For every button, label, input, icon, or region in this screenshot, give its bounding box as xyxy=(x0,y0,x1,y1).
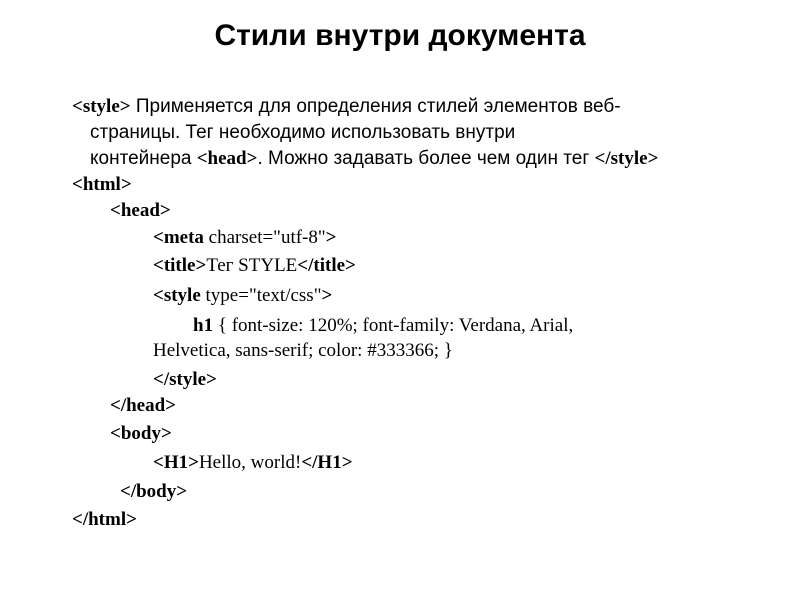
code-head-open xyxy=(110,198,171,224)
h1-close-tag: </H1> xyxy=(301,452,353,473)
title-close-tag: </title> xyxy=(297,255,356,276)
code-body-close xyxy=(120,479,187,505)
style-close-tag: </style> xyxy=(153,369,217,390)
code-html-open xyxy=(72,172,132,198)
head-close-tag: </head> xyxy=(110,395,176,416)
html-close-tag: </html> xyxy=(72,509,137,530)
title-text: Тег STYLE xyxy=(206,255,298,276)
title-open-tag: <title> xyxy=(153,255,207,276)
intro-text-1: Применяется для определения стилей элементов веб- xyxy=(130,96,621,117)
meta-attr: charset="utf-8" xyxy=(203,227,326,248)
body-close-tag: </body> xyxy=(120,481,188,502)
code-style-close xyxy=(153,367,217,393)
code-css-rule-2: Helvetica, sans-serif; color: #333366; } xyxy=(153,340,453,361)
code-css-rule-1 xyxy=(193,313,573,339)
h1-text: Hello, world! xyxy=(198,452,302,473)
code-h1 xyxy=(153,450,353,476)
style-attr: type="text/css" xyxy=(200,285,322,306)
code-body-open xyxy=(110,421,172,447)
meta-tag-start: <meta xyxy=(153,227,204,248)
intro-line-1 xyxy=(72,94,732,120)
code-style-open xyxy=(153,283,332,309)
intro-line-2: страницы. Тег необходимо использовать внутри xyxy=(90,122,516,143)
code-meta xyxy=(153,225,336,251)
slide-title: Стили внутри документа xyxy=(214,19,586,52)
css-selector: h1 xyxy=(193,315,214,336)
head-open-tag: <head> xyxy=(110,200,171,221)
intro-paragraph xyxy=(72,94,732,172)
css-rule-line-1: { font-size: 120%; font-family: Verdana, Arial, xyxy=(213,315,574,336)
code-html-close xyxy=(72,507,137,533)
intro-text-3-prefix: контейнера xyxy=(90,148,197,169)
h1-open-tag: <H1> xyxy=(153,452,199,473)
intro-line-3 xyxy=(72,146,732,172)
body-open-tag: <body> xyxy=(110,423,172,444)
style-close-tag-inline: </style> xyxy=(594,148,659,169)
style-tag-start: <style xyxy=(153,285,201,306)
code-title xyxy=(153,253,356,279)
head-open-tag-inline: <head> xyxy=(196,148,258,169)
style-tag-end: > xyxy=(321,285,333,306)
html-open-tag: <html> xyxy=(72,174,132,195)
intro-text-3-middle: . Можно задавать более чем один тег xyxy=(257,148,595,169)
style-open-tag: <style> xyxy=(72,96,131,117)
meta-tag-end: > xyxy=(325,227,337,248)
code-head-close xyxy=(110,393,176,419)
